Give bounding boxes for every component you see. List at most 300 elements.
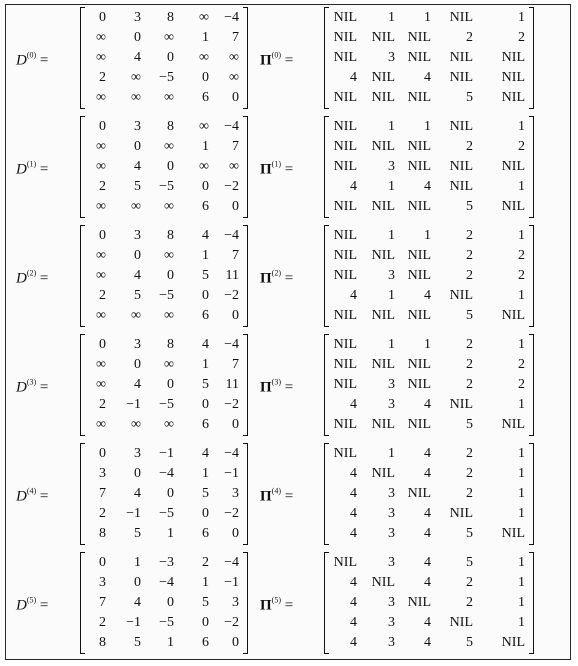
matrix-iteration-index: (0)	[271, 50, 281, 59]
matrix-cell: NIL	[333, 10, 357, 25]
matrix-cell: −4	[159, 466, 174, 481]
matrix-cell: NIL	[371, 357, 395, 372]
matrix-cell: 5	[202, 268, 209, 283]
matrix-cell: ∞	[96, 377, 106, 392]
matrix-cell: 1	[167, 635, 174, 650]
matrix-cell: 1	[134, 555, 141, 570]
matrix-cell: 3	[134, 337, 141, 352]
matrix-cell: 4	[350, 595, 357, 610]
matrix-cell: ∞	[131, 90, 141, 105]
matrix-cell: 0	[134, 248, 141, 263]
matrix-pair-row	[6, 550, 570, 659]
matrix-cell: 2	[466, 357, 473, 372]
matrix-cell: −5	[159, 179, 174, 194]
matrix-cell: NIL	[333, 248, 357, 263]
matrix-cell: NIL	[407, 268, 431, 283]
matrix-grid	[325, 225, 533, 327]
matrix-cell: 3	[388, 159, 395, 174]
matrix-cell: 11	[225, 377, 239, 392]
matrix-cell: NIL	[371, 248, 395, 263]
matrix-cell: 3	[388, 615, 395, 630]
matrix-cell: 7	[232, 139, 239, 154]
matrix-grid	[81, 225, 247, 327]
matrix-cell: NIL	[501, 70, 525, 85]
matrix-cell: 1	[518, 446, 525, 461]
matrix-cell: 0	[232, 526, 239, 541]
d-matrix-label	[16, 377, 48, 396]
matrix-cell: ∞	[131, 308, 141, 323]
matrix-cell: ∞	[131, 199, 141, 214]
matrix-cell: ∞	[229, 159, 239, 174]
matrix-cell: −4	[224, 119, 239, 134]
matrix-cell: 8	[167, 119, 174, 134]
predecessor-matrix	[324, 443, 534, 545]
matrix-cell: NIL	[333, 159, 357, 174]
matrix-cell: 3	[99, 466, 106, 481]
matrix-cell: NIL	[449, 288, 473, 303]
matrix-cell: 1	[518, 486, 525, 501]
matrix-cell: NIL	[333, 446, 357, 461]
matrix-cell: ∞	[164, 357, 174, 372]
matrix-cell: 4	[350, 179, 357, 194]
matrix-cell: ∞	[96, 357, 106, 372]
matrix-cell: 3	[388, 555, 395, 570]
matrix-cell: −5	[159, 70, 174, 85]
matrix-cell: 3	[232, 595, 239, 610]
matrix-cell: 1	[518, 10, 525, 25]
matrix-grid	[81, 443, 247, 545]
matrix-cell: 2	[466, 139, 473, 154]
matrix-pair-row	[6, 5, 570, 114]
matrix-cell: ∞	[96, 248, 106, 263]
matrix-cell: NIL	[501, 417, 525, 432]
matrix-cell: −2	[224, 615, 239, 630]
matrix-cell: 5	[466, 417, 473, 432]
matrix-cell: −5	[159, 615, 174, 630]
matrix-cell: 1	[518, 575, 525, 590]
matrix-cell: NIL	[371, 70, 395, 85]
matrix-cell: 1	[518, 466, 525, 481]
predecessor-matrix	[324, 225, 534, 327]
pi-matrix-label	[260, 486, 293, 505]
matrix-cell: 4	[350, 70, 357, 85]
matrix-cell: 5	[134, 635, 141, 650]
matrix-cell: NIL	[407, 308, 431, 323]
matrix-cell: NIL	[449, 179, 473, 194]
matrix-cell: 2	[518, 268, 525, 283]
matrix-cell: 0	[167, 377, 174, 392]
matrix-cell: 3	[388, 268, 395, 283]
matrix-cell: 1	[167, 526, 174, 541]
matrix-cell: −1	[126, 506, 141, 521]
matrix-cell: −2	[224, 397, 239, 412]
matrix-iteration-index: (5)	[271, 595, 281, 604]
equals-sign: =	[284, 270, 294, 286]
matrix-cell: ∞	[96, 199, 106, 214]
matrix-cell: 4	[424, 526, 431, 541]
matrix-cell: NIL	[333, 119, 357, 134]
matrix-cell: ∞	[164, 90, 174, 105]
matrix-cell: 2	[518, 248, 525, 263]
matrix-cell: NIL	[371, 575, 395, 590]
matrix-cell: 8	[167, 337, 174, 352]
matrix-cell: 2	[466, 595, 473, 610]
matrix-cell: −4	[224, 337, 239, 352]
matrix-cell: NIL	[333, 268, 357, 283]
matrix-cell: NIL	[501, 526, 525, 541]
matrix-cell: 0	[99, 119, 106, 134]
distance-matrix	[80, 552, 248, 654]
matrix-cell: −4	[224, 555, 239, 570]
matrix-cell: 7	[99, 595, 106, 610]
matrix-cell: 4	[424, 70, 431, 85]
matrix-cell: 4	[424, 397, 431, 412]
matrix-cell: 1	[388, 288, 395, 303]
matrix-cell: 4	[134, 377, 141, 392]
d-symbol: D	[16, 379, 27, 395]
matrix-cell: 11	[225, 268, 239, 283]
matrix-cell: 4	[202, 228, 209, 243]
matrix-cell: 4	[424, 446, 431, 461]
equals-sign: =	[284, 52, 294, 68]
matrix-cell: ∞	[164, 139, 174, 154]
equals-sign: =	[284, 379, 294, 395]
equals-sign: =	[39, 270, 49, 286]
matrix-cell: NIL	[407, 199, 431, 214]
matrix-cell: 2	[99, 179, 106, 194]
matrix-cell: 2	[466, 377, 473, 392]
matrix-grid	[325, 116, 533, 218]
d-symbol: D	[16, 52, 27, 68]
matrix-cell: −3	[159, 555, 174, 570]
matrix-cell: NIL	[407, 377, 431, 392]
matrix-cell: NIL	[449, 50, 473, 65]
matrix-cell: ∞	[96, 30, 106, 45]
d-symbol: D	[16, 161, 27, 177]
matrix-cell: NIL	[333, 50, 357, 65]
matrix-cell: 4	[350, 486, 357, 501]
matrix-cell: 3	[134, 119, 141, 134]
d-symbol: D	[16, 597, 27, 613]
matrix-cell: ∞	[96, 159, 106, 174]
equals-sign: =	[39, 379, 49, 395]
matrix-cell: 0	[202, 179, 209, 194]
matrix-cell: 2	[466, 268, 473, 283]
matrix-cell: 0	[99, 555, 106, 570]
matrix-cell: ∞	[96, 417, 106, 432]
matrix-cell: ∞	[131, 70, 141, 85]
matrix-cell: NIL	[407, 139, 431, 154]
matrix-cell: 5	[134, 179, 141, 194]
matrix-cell: ∞	[96, 268, 106, 283]
matrix-grid	[81, 552, 247, 654]
matrix-cell: 6	[202, 308, 209, 323]
matrix-cell: −1	[126, 615, 141, 630]
matrix-pair-row	[6, 332, 570, 441]
matrix-cell: 4	[202, 337, 209, 352]
matrix-cell: 5	[202, 377, 209, 392]
matrix-iteration-index: (1)	[26, 159, 37, 168]
matrix-cell: 0	[134, 30, 141, 45]
matrix-cell: NIL	[333, 199, 357, 214]
matrix-pair-row	[6, 223, 570, 332]
matrix-cell: NIL	[501, 199, 525, 214]
matrix-cell: 4	[350, 397, 357, 412]
matrix-cell: 2	[518, 377, 525, 392]
d-symbol: D	[16, 488, 27, 504]
matrix-cell: 0	[167, 159, 174, 174]
matrix-cell: 1	[424, 119, 431, 134]
matrix-cell: 7	[232, 357, 239, 372]
matrix-iteration-index: (5)	[26, 595, 37, 604]
matrix-cell: 3	[388, 635, 395, 650]
matrix-cell: 4	[424, 635, 431, 650]
matrix-cell: NIL	[371, 308, 395, 323]
matrix-grid	[81, 334, 247, 436]
matrix-cell: 1	[424, 228, 431, 243]
matrix-cell: 4	[134, 595, 141, 610]
matrix-pair-row	[6, 441, 570, 550]
distance-matrix	[80, 225, 248, 327]
matrix-cell: 6	[202, 635, 209, 650]
matrix-cell: NIL	[449, 70, 473, 85]
matrix-sequence-figure	[5, 4, 571, 660]
matrix-cell: 5	[202, 595, 209, 610]
pi-matrix-label	[260, 377, 293, 396]
matrix-cell: NIL	[333, 228, 357, 243]
matrix-cell: 2	[518, 357, 525, 372]
matrix-cell: ∞	[199, 119, 209, 134]
matrix-grid	[325, 552, 533, 654]
matrix-cell: −5	[159, 288, 174, 303]
matrix-cell: NIL	[449, 119, 473, 134]
matrix-iteration-index: (1)	[271, 159, 281, 168]
matrix-cell: 6	[202, 417, 209, 432]
matrix-cell: 4	[350, 635, 357, 650]
matrix-cell: ∞	[229, 50, 239, 65]
matrix-cell: ∞	[96, 139, 106, 154]
matrix-cell: 7	[232, 248, 239, 263]
matrix-cell: 1	[388, 10, 395, 25]
matrix-cell: 4	[134, 159, 141, 174]
matrix-cell: 1	[424, 337, 431, 352]
equals-sign: =	[284, 488, 294, 504]
matrix-cell: 2	[466, 446, 473, 461]
matrix-cell: NIL	[449, 159, 473, 174]
matrix-grid	[325, 7, 533, 109]
matrix-cell: 3	[232, 486, 239, 501]
matrix-cell: 1	[424, 10, 431, 25]
matrix-cell: 2	[99, 288, 106, 303]
pi-symbol: Π	[260, 52, 272, 68]
matrix-cell: −2	[224, 506, 239, 521]
matrix-cell: 4	[424, 288, 431, 303]
d-matrix-label	[16, 50, 48, 69]
matrix-cell: NIL	[501, 50, 525, 65]
matrix-cell: 1	[518, 397, 525, 412]
pi-matrix-label	[260, 595, 293, 614]
matrix-cell: NIL	[371, 139, 395, 154]
matrix-cell: 4	[424, 575, 431, 590]
d-symbol: D	[16, 270, 27, 286]
predecessor-matrix	[324, 7, 534, 109]
matrix-iteration-index: (2)	[26, 268, 37, 277]
equals-sign: =	[39, 488, 49, 504]
matrix-cell: 3	[134, 228, 141, 243]
matrix-cell: 2	[466, 248, 473, 263]
matrix-cell: 1	[388, 228, 395, 243]
matrix-cell: NIL	[333, 30, 357, 45]
matrix-cell: 0	[232, 635, 239, 650]
matrix-cell: 0	[202, 70, 209, 85]
matrix-grid	[325, 334, 533, 436]
matrix-cell: 0	[202, 506, 209, 521]
matrix-cell: 0	[167, 50, 174, 65]
matrix-cell: 2	[518, 30, 525, 45]
matrix-cell: 7	[99, 486, 106, 501]
matrix-cell: 3	[134, 446, 141, 461]
matrix-cell: 2	[99, 615, 106, 630]
matrix-iteration-index: (4)	[271, 486, 281, 495]
matrix-cell: 0	[167, 595, 174, 610]
d-matrix-label	[16, 159, 48, 178]
matrix-cell: 5	[466, 90, 473, 105]
distance-matrix	[80, 116, 248, 218]
matrix-cell: 2	[466, 228, 473, 243]
matrix-cell: 0	[167, 268, 174, 283]
matrix-cell: NIL	[407, 248, 431, 263]
matrix-cell: NIL	[407, 417, 431, 432]
matrix-cell: 0	[202, 615, 209, 630]
matrix-cell: ∞	[199, 50, 209, 65]
matrix-cell: 1	[518, 179, 525, 194]
matrix-cell: 4	[424, 506, 431, 521]
matrix-cell: 4	[350, 526, 357, 541]
matrix-cell: 4	[424, 179, 431, 194]
matrix-cell: 0	[232, 199, 239, 214]
matrix-cell: 4	[424, 615, 431, 630]
matrix-cell: NIL	[333, 377, 357, 392]
matrix-cell: NIL	[371, 466, 395, 481]
matrix-cell: NIL	[407, 159, 431, 174]
matrix-cell: 2	[466, 337, 473, 352]
matrix-cell: −1	[159, 446, 174, 461]
matrix-grid	[325, 443, 533, 545]
matrix-cell: −4	[159, 575, 174, 590]
matrix-cell: 8	[167, 228, 174, 243]
matrix-cell: 3	[388, 486, 395, 501]
matrix-cell: NIL	[333, 357, 357, 372]
matrix-cell: −5	[159, 506, 174, 521]
matrix-cell: 5	[466, 555, 473, 570]
matrix-cell: −1	[224, 575, 239, 590]
matrix-cell: 2	[518, 139, 525, 154]
matrix-grid	[81, 7, 247, 109]
matrix-cell: 1	[202, 139, 209, 154]
distance-matrix	[80, 443, 248, 545]
matrix-cell: 6	[202, 199, 209, 214]
matrix-cell: NIL	[449, 397, 473, 412]
matrix-cell: 1	[388, 446, 395, 461]
matrix-cell: −4	[224, 228, 239, 243]
predecessor-matrix	[324, 334, 534, 436]
pi-symbol: Π	[260, 379, 272, 395]
matrix-cell: −4	[224, 10, 239, 25]
pi-symbol: Π	[260, 488, 272, 504]
matrix-cell: ∞	[199, 10, 209, 25]
matrix-cell: 0	[232, 90, 239, 105]
matrix-cell: NIL	[449, 10, 473, 25]
matrix-iteration-index: (3)	[271, 377, 281, 386]
matrix-cell: 3	[388, 506, 395, 521]
matrix-cell: NIL	[333, 308, 357, 323]
matrix-cell: 2	[202, 555, 209, 570]
matrix-cell: 5	[466, 308, 473, 323]
matrix-cell: 3	[388, 377, 395, 392]
matrix-cell: 1	[518, 288, 525, 303]
matrix-grid	[81, 116, 247, 218]
matrix-cell: NIL	[407, 357, 431, 372]
matrix-cell: 8	[167, 10, 174, 25]
matrix-cell: 2	[99, 506, 106, 521]
matrix-cell: NIL	[333, 139, 357, 154]
matrix-cell: 1	[518, 555, 525, 570]
matrix-cell: 3	[388, 50, 395, 65]
matrix-cell: 1	[518, 228, 525, 243]
matrix-cell: NIL	[333, 417, 357, 432]
matrix-cell: 1	[518, 119, 525, 134]
matrix-cell: NIL	[407, 595, 431, 610]
matrix-cell: 0	[99, 337, 106, 352]
pi-matrix-label	[260, 159, 293, 178]
matrix-cell: NIL	[333, 555, 357, 570]
matrix-cell: −2	[224, 179, 239, 194]
matrix-cell: −1	[126, 397, 141, 412]
equals-sign: =	[284, 597, 294, 613]
matrix-cell: 5	[466, 199, 473, 214]
matrix-cell: ∞	[96, 90, 106, 105]
matrix-cell: ∞	[229, 70, 239, 85]
matrix-cell: 2	[466, 30, 473, 45]
matrix-cell: 3	[388, 526, 395, 541]
matrix-cell: 3	[99, 575, 106, 590]
d-matrix-label	[16, 595, 48, 614]
matrix-cell: NIL	[371, 199, 395, 214]
matrix-cell: 1	[518, 506, 525, 521]
matrix-cell: NIL	[407, 50, 431, 65]
predecessor-matrix	[324, 552, 534, 654]
matrix-cell: 4	[350, 575, 357, 590]
matrix-cell: 0	[134, 139, 141, 154]
matrix-cell: 0	[99, 446, 106, 461]
matrix-cell: ∞	[164, 417, 174, 432]
matrix-cell: 4	[350, 506, 357, 521]
matrix-cell: 7	[232, 30, 239, 45]
matrix-cell: 1	[388, 337, 395, 352]
matrix-cell: NIL	[501, 635, 525, 650]
matrix-cell: ∞	[164, 308, 174, 323]
matrix-cell: 1	[518, 615, 525, 630]
matrix-cell: 2	[99, 70, 106, 85]
distance-matrix	[80, 334, 248, 436]
matrix-cell: NIL	[407, 30, 431, 45]
matrix-cell: −5	[159, 397, 174, 412]
matrix-cell: NIL	[449, 615, 473, 630]
distance-matrix	[80, 7, 248, 109]
matrix-cell: 0	[232, 308, 239, 323]
matrix-cell: 4	[424, 466, 431, 481]
matrix-cell: 2	[99, 397, 106, 412]
